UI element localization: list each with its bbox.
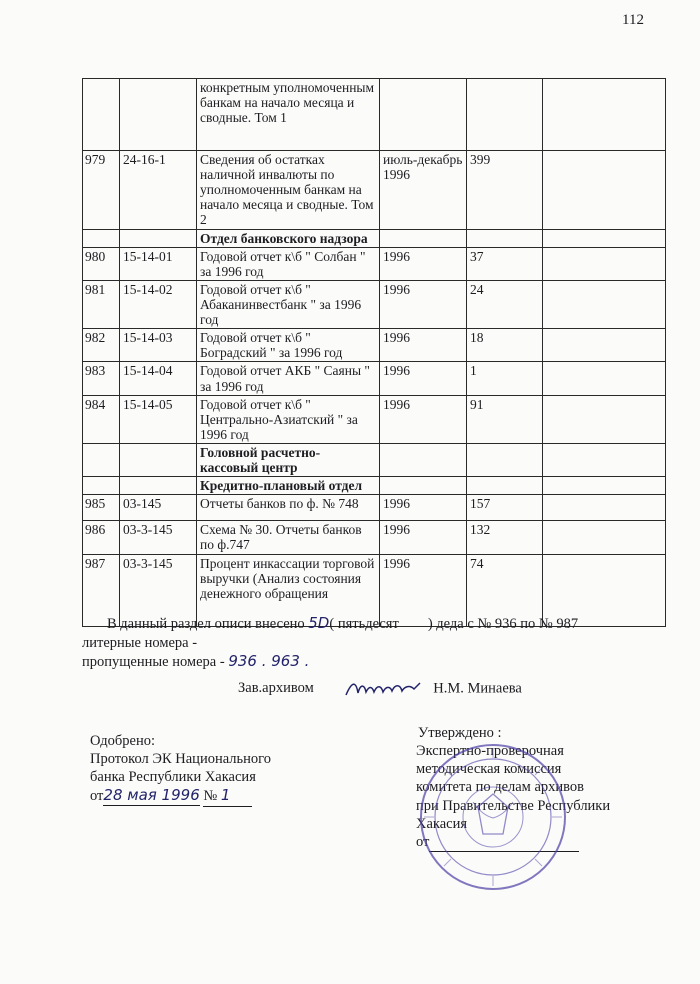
cell-code: 15-14-02 bbox=[120, 280, 197, 328]
section-row bbox=[83, 477, 666, 495]
summary-line-3: пропущенные номера - 936 . 963 . bbox=[82, 652, 310, 671]
cell-dates: 1996 bbox=[380, 362, 467, 395]
cell-sheets: 132 bbox=[467, 521, 543, 554]
section-heading: Отдел банковского надзора bbox=[197, 229, 380, 247]
cell-title: Схема № 30. Отчеты банков по ф.747 bbox=[197, 521, 380, 554]
cell-num: 980 bbox=[83, 247, 120, 280]
cell-title: Процент инкассации торговой выручки (Анализ состояния денежного обращения bbox=[197, 554, 380, 626]
cell-code: 24-16-1 bbox=[120, 151, 197, 230]
cell-sheets: 399 bbox=[467, 151, 543, 230]
cell-code bbox=[120, 79, 197, 151]
cell-sheets bbox=[467, 79, 543, 151]
cell-code: 15-14-05 bbox=[120, 395, 197, 443]
cell-num bbox=[83, 477, 120, 495]
cell-sheets: 24 bbox=[467, 280, 543, 328]
cell-num: 979 bbox=[83, 151, 120, 230]
cell-dates: 1996 bbox=[380, 395, 467, 443]
cell-sheets: 157 bbox=[467, 495, 543, 521]
cell-title: Годовой отчет к\б " Абаканинвестбанк " за 1996 год bbox=[197, 280, 380, 328]
cell-notes bbox=[543, 495, 666, 521]
section-row bbox=[83, 443, 666, 476]
cell-code bbox=[120, 229, 197, 247]
cell-dates: 1996 bbox=[380, 329, 467, 362]
table-row bbox=[83, 521, 666, 554]
summary-block bbox=[82, 614, 682, 672]
section-heading: Головной расчетно-кассовый центр bbox=[197, 443, 380, 476]
cell-num: 981 bbox=[83, 280, 120, 328]
cell-num: 987 bbox=[83, 554, 120, 626]
cell-dates bbox=[380, 79, 467, 151]
cell-sheets: 91 bbox=[467, 395, 543, 443]
cell-dates: 1996 bbox=[380, 495, 467, 521]
cell-notes bbox=[543, 362, 666, 395]
approval-block: Одобрено: Протокол ЭК Национального банка Республики Хакасия от28 мая 1996 № 1 bbox=[90, 732, 320, 807]
cell-code bbox=[120, 443, 197, 476]
cell-code: 15-14-03 bbox=[120, 329, 197, 362]
cell-title: Сведения об остатках наличной инвалюты по уполномоченным банкам на начало месяца и сводные. Том 2 bbox=[197, 151, 380, 230]
confirmation-block: Утверждено : Экспертно-проверочная методическая комиссия комитета по делам архивов при Правительстве Республики Хакасия от bbox=[416, 724, 656, 852]
handwritten-approval-date: 28 мая 1996 bbox=[103, 786, 200, 805]
cell-code: 15-14-04 bbox=[120, 362, 197, 395]
cell-dates: 1996 bbox=[380, 247, 467, 280]
cell-notes bbox=[543, 151, 666, 230]
cell-code: 03-145 bbox=[120, 495, 197, 521]
summary-line-1: В данный раздел описи внесено 5D( пятьдесят ) деда с № 936 по № 987 bbox=[107, 614, 579, 632]
handwritten-count: 5D bbox=[308, 614, 330, 632]
cell-title: Годовой отчет к\б " Солбан " за 1996 год bbox=[197, 247, 380, 280]
handwritten-skipped-numbers: 936 . 963 . bbox=[228, 652, 310, 671]
cell-dates: июль-декабрь 1996 bbox=[380, 151, 467, 230]
cell-code: 03-3-145 bbox=[120, 554, 197, 626]
cell-title: Годовой отчет к\б " Боградский " за 1996 год bbox=[197, 329, 380, 362]
cell-sheets bbox=[467, 229, 543, 247]
cell-title: конкретным уполномоченным банкам на начало месяца и сводные. Том 1 bbox=[197, 79, 380, 151]
cell-num bbox=[83, 443, 120, 476]
cell-num: 986 bbox=[83, 521, 120, 554]
archivist-name: Н.М. Минаева bbox=[433, 680, 522, 697]
cell-num: 983 bbox=[83, 362, 120, 395]
table-row bbox=[83, 395, 666, 443]
cell-num: 984 bbox=[83, 395, 120, 443]
cell-dates: 1996 bbox=[380, 521, 467, 554]
cell-title: Годовой отчет к\б " Центрально-Азиатский " за 1996 год bbox=[197, 395, 380, 443]
cell-code: 15-14-01 bbox=[120, 247, 197, 280]
table-row bbox=[83, 362, 666, 395]
cell-notes bbox=[543, 443, 666, 476]
cell-sheets bbox=[467, 477, 543, 495]
cell-notes bbox=[543, 247, 666, 280]
table-row bbox=[83, 79, 666, 151]
approval-number: № 1 bbox=[203, 786, 252, 806]
cell-dates bbox=[380, 229, 467, 247]
cell-notes bbox=[543, 477, 666, 495]
summary-line-2: литерные номера - bbox=[82, 634, 198, 651]
cell-notes bbox=[543, 329, 666, 362]
section-heading: Кредитно-плановый отдел bbox=[197, 477, 380, 495]
cell-title: Годовой отчет АКБ " Саяны " за 1996 год bbox=[197, 362, 380, 395]
archivist-title: Зав.архивом bbox=[238, 680, 314, 697]
cell-sheets: 1 bbox=[467, 362, 543, 395]
cell-num bbox=[83, 79, 120, 151]
cell-notes bbox=[543, 229, 666, 247]
section-row bbox=[83, 229, 666, 247]
cell-title: Отчеты банков по ф. № 748 bbox=[197, 495, 380, 521]
archivist-signature-line bbox=[238, 677, 522, 701]
cell-code bbox=[120, 477, 197, 495]
cell-notes bbox=[543, 521, 666, 554]
inventory-table bbox=[82, 78, 666, 627]
table-row bbox=[83, 247, 666, 280]
table-row bbox=[83, 495, 666, 521]
cell-sheets bbox=[467, 443, 543, 476]
cell-sheets: 18 bbox=[467, 329, 543, 362]
table-row bbox=[83, 280, 666, 328]
cell-num: 982 bbox=[83, 329, 120, 362]
cell-notes bbox=[543, 395, 666, 443]
cell-dates bbox=[380, 443, 467, 476]
cell-notes bbox=[543, 280, 666, 328]
cell-dates: 1996 bbox=[380, 280, 467, 328]
cell-sheets: 74 bbox=[467, 554, 543, 626]
cell-num bbox=[83, 229, 120, 247]
cell-sheets: 37 bbox=[467, 247, 543, 280]
cell-code: 03-3-145 bbox=[120, 521, 197, 554]
cell-dates: 1996 bbox=[380, 554, 467, 626]
approval-date-line: от28 мая 1996 № 1 bbox=[90, 786, 320, 806]
cell-num: 985 bbox=[83, 495, 120, 521]
cell-dates bbox=[380, 477, 467, 495]
table-row bbox=[83, 329, 666, 362]
cell-notes bbox=[543, 79, 666, 151]
handwritten-signature-icon bbox=[344, 677, 422, 701]
page-number: 112 bbox=[622, 12, 644, 28]
table-row bbox=[83, 151, 666, 230]
